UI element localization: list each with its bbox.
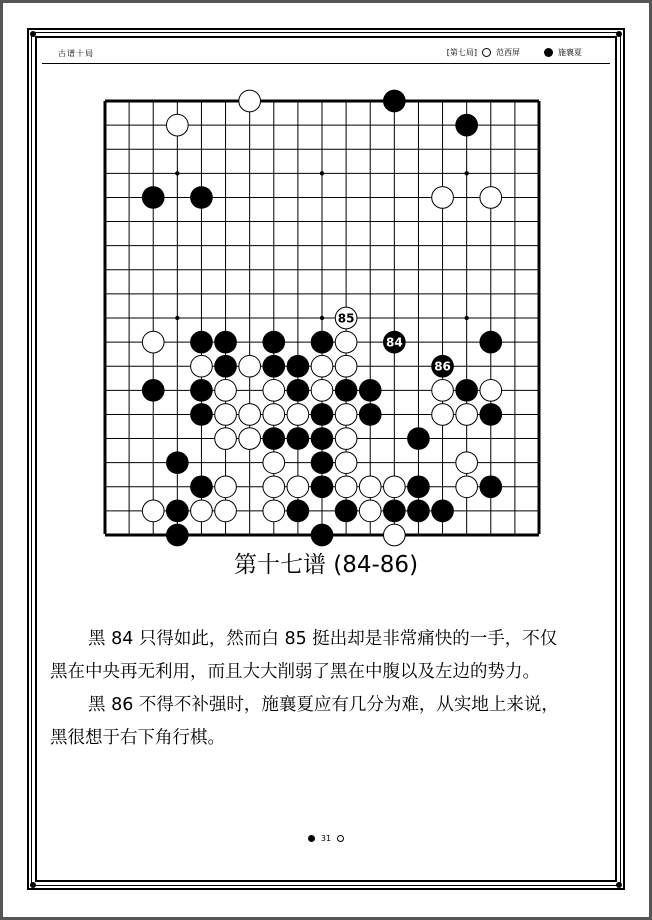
page-footer [0,834,652,843]
black-stone [287,500,310,523]
footer-black-dot-icon [308,835,315,842]
black-stone [479,331,502,354]
black-stone [431,500,454,523]
black-stone [287,427,310,450]
white-stone [335,452,357,474]
black-stone [383,90,406,113]
black-stone [359,379,382,402]
black-stone [142,186,165,209]
white-stone [215,404,237,426]
black-stone [190,331,213,354]
white-stone [384,524,406,546]
white-stone [263,452,285,474]
black-stone [479,403,502,426]
game-label: [第七局] [446,48,477,57]
white-stone [239,355,261,377]
black-stone [142,379,165,402]
black-stone [383,500,406,523]
black-stone [262,427,285,450]
white-stone [335,428,357,450]
white-stone [239,428,261,450]
black-stone [262,355,285,378]
black-stone [166,451,189,474]
paragraph-2 [50,689,610,755]
black-stone [190,403,213,426]
corner-dot [30,882,36,888]
black-stone [214,331,237,354]
white-stone [167,114,189,136]
white-stone [263,380,285,402]
white-stone [311,355,333,377]
black-stone [407,475,430,498]
white-stone [359,476,381,498]
star-point [320,316,324,320]
white-stone [215,476,237,498]
white-stone [287,476,309,498]
black-stone [335,379,358,402]
black-stone [287,379,310,402]
black-stone [311,451,334,474]
black-stone [311,403,334,426]
paragraph-1-line-2: 黑在中央再无利用，而且大大削弱了黑在中腹以及左边的势力。 [50,662,540,682]
white-stone [384,476,406,498]
white-stone [456,476,478,498]
black-player: 施襄夏 [558,48,582,57]
stone-move-number: 84 [385,335,403,350]
star-point [175,171,179,175]
black-stone [311,475,334,498]
star-point [464,316,468,320]
white-stone [239,404,261,426]
black-stone [455,379,478,402]
page-number: 31 [320,834,332,843]
footer-white-dot-icon [337,835,344,842]
black-stone [166,500,189,523]
white-stone [142,500,164,522]
black-stone [214,355,237,378]
white-stone [335,404,357,426]
white-stone [456,452,478,474]
book-title: 古谱十局 [58,49,94,58]
white-stone [480,187,502,209]
paragraph-2-line-2: 黑很想于右下角行棋。 [50,728,225,748]
black-stone [262,331,285,354]
white-stone [432,187,454,209]
white-stone [432,380,454,402]
paragraph-2-line-1: 黑 86 不得不补强时，施襄夏应有几分为难，从实地上来说， [88,695,559,715]
white-stone [215,500,237,522]
diagram-caption: 第十七谱 (84-86) [233,552,419,578]
corner-dot [616,882,622,888]
white-stone [215,428,237,450]
star-point [320,171,324,175]
paragraph-1 [50,623,610,689]
black-stone [190,379,213,402]
white-stone [215,380,237,402]
black-stone [407,500,430,523]
black-stone [287,355,310,378]
white-stone [335,355,357,377]
white-stone [239,90,261,112]
stone-move-number: 85 [337,311,355,326]
black-stone [311,331,334,354]
white-stone [263,500,285,522]
white-stone [335,476,357,498]
black-stone [479,475,502,498]
white-stone [359,500,381,522]
star-point [464,171,468,175]
paragraph-1-line-1: 黑 84 只得如此，然而白 85 挺出却是非常痛快的一手，不仅 [88,629,558,649]
white-stone [432,404,454,426]
white-stone [263,476,285,498]
black-stone [311,427,334,450]
black-stone [190,186,213,209]
white-stone [263,404,285,426]
white-stone [287,404,309,426]
white-stone [480,380,502,402]
white-stone [335,331,357,353]
star-point [175,316,179,320]
white-stone [456,404,478,426]
black-stone [455,114,478,137]
white-stone [191,500,213,522]
black-stone [190,475,213,498]
white-stone [142,331,164,353]
white-player: 范西屏 [496,48,520,57]
black-stone [166,524,189,547]
black-stone [335,500,358,523]
black-stone [359,403,382,426]
black-stone [311,524,334,547]
black-stone [407,427,430,450]
white-stone [191,355,213,377]
white-stone [311,380,333,402]
stone-move-number: 86 [434,359,451,374]
